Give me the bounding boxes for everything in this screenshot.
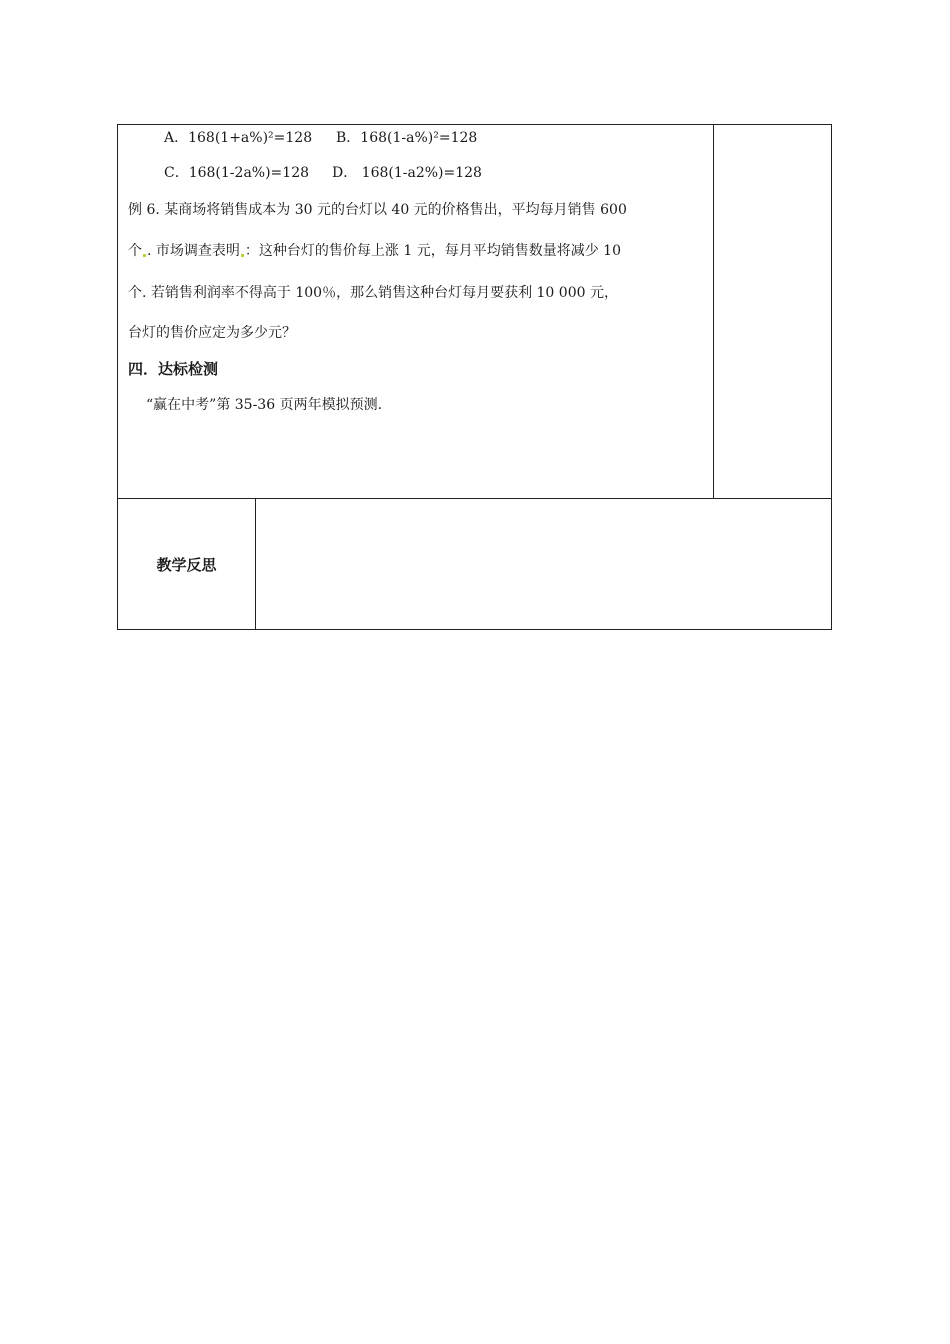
column-divider [255, 499, 256, 629]
annotation-marker [143, 254, 146, 257]
section4-text: “赢在中考”第 35-36 页两年模拟预测. [146, 397, 383, 413]
section4-heading: 四．达标检测 [128, 360, 219, 378]
annotation-marker [241, 254, 244, 257]
example6-line2-part3: ：这种台灯的售价每上涨 1 元，每月平均销售数量将减少 10 [244, 243, 621, 259]
reflection-label: 教学反思 [156, 555, 217, 574]
column-divider [713, 125, 714, 498]
option-c: C．168(1-2a%)=128 [164, 165, 310, 181]
example6-line2-part1: 个 [128, 243, 142, 259]
option-d: D． 168(1-a2%)=128 [332, 165, 482, 181]
reflection-table-row [117, 498, 832, 630]
example6-line2 [128, 242, 621, 260]
option-b: B．168(1-a%)²=128 [336, 130, 478, 146]
example6-line2-part2: . 市场调查表明 [147, 243, 240, 259]
example6-line1: 例 6. 某商场将销售成本为 30 元的台灯以 40 元的价格售出，平均每月销售 600 [128, 202, 627, 218]
example6-line3: 个. 若销售利润率不得高于 100％，那么销售这种台灯每月要获利 10 000 元， [128, 285, 618, 301]
option-a: A．168(1+a%)²=128 [164, 130, 313, 146]
example6-line4: 台灯的售价应定为多少元？ [128, 325, 296, 341]
